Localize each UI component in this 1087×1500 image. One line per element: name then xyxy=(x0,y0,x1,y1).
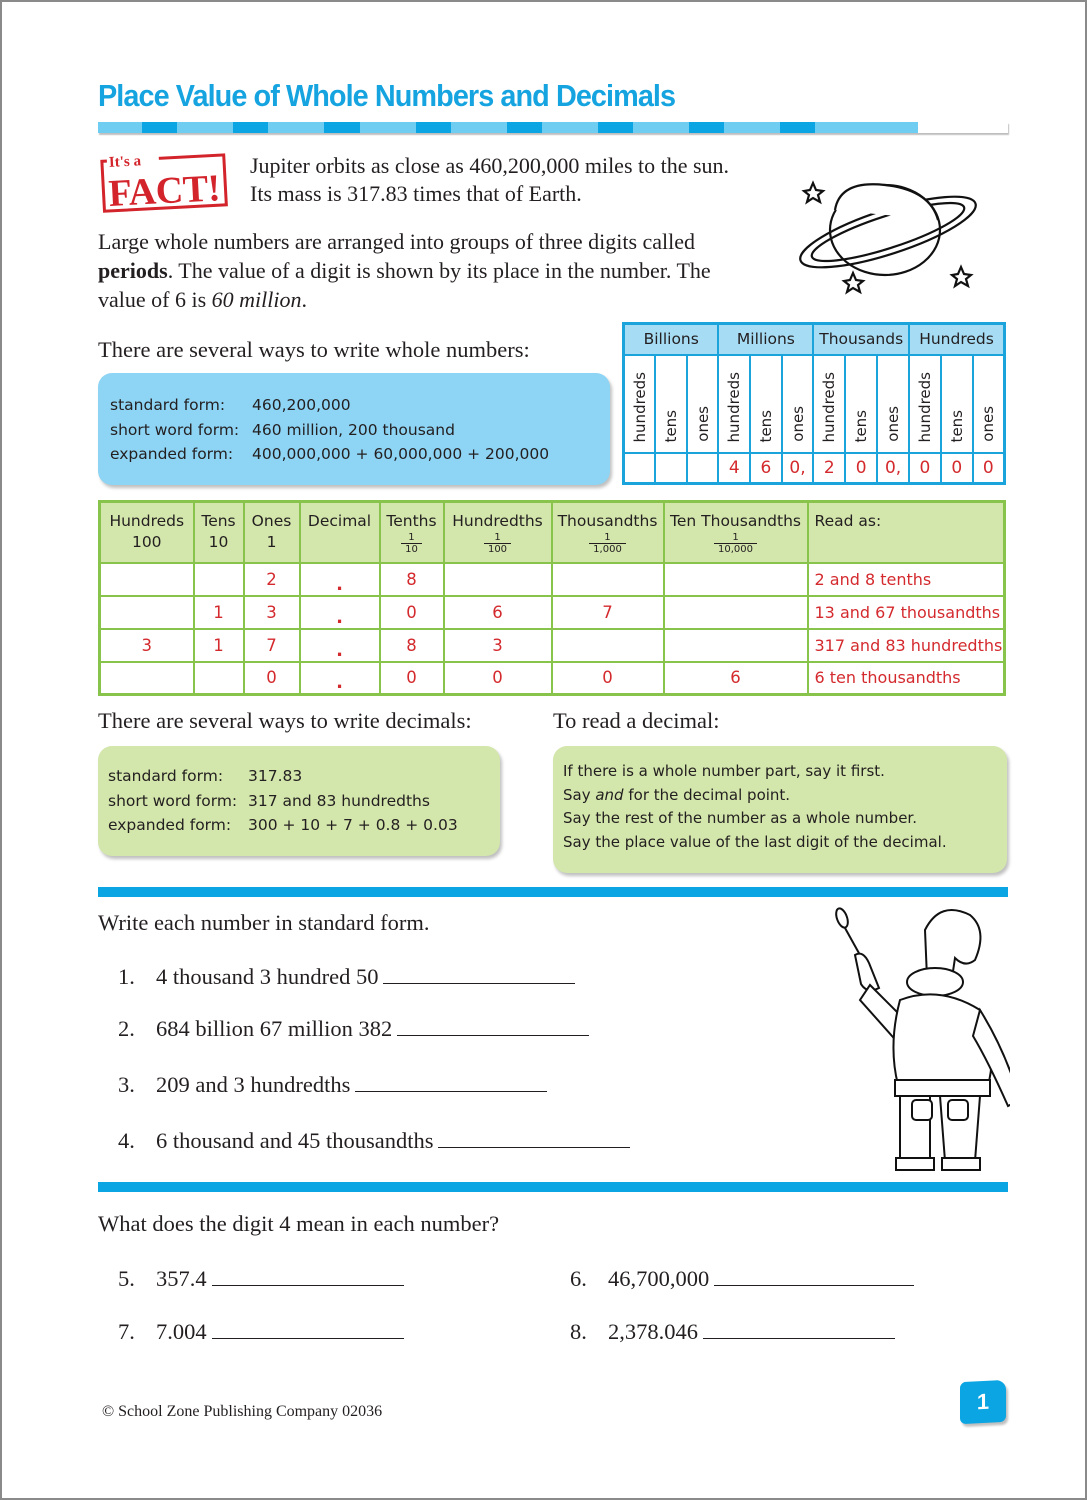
question-2: 2. 684 billion 67 million 382 xyxy=(118,1016,589,1042)
header-decimal: Decimal xyxy=(300,502,380,563)
answer-blank-1[interactable] xyxy=(383,964,575,984)
title-underline-bar xyxy=(98,122,1008,133)
header-hundredths: Hundredths $\frac{1}{100}$ xyxy=(444,502,552,563)
saturn-illustration-icon xyxy=(790,160,990,300)
question-5: 5. 357.4 xyxy=(118,1266,404,1292)
answer-blank-4[interactable] xyxy=(438,1128,630,1148)
page-title: Place Value of Whole Numbers and Decimals xyxy=(98,78,676,113)
read-step-3: Say the rest of the number as a whole number. xyxy=(563,809,917,827)
form-row-short-word: short word form: 460 million, 200 thousand xyxy=(110,420,455,439)
question-6: 6. 46,700,000 xyxy=(570,1266,914,1292)
period-billions: Billions xyxy=(624,324,719,355)
its-a-fact-stamp-icon xyxy=(98,147,231,216)
section-divider xyxy=(98,887,1008,897)
svg-text:It's a: It's a xyxy=(108,153,142,171)
header-ones: Ones 1 xyxy=(244,502,300,563)
question-1: 1. 4 thousand 3 hundred 50 xyxy=(118,964,575,990)
period-thousands: Thousands xyxy=(813,324,909,355)
chef-with-spoon-illustration-icon xyxy=(830,900,1010,1180)
question-4: 4. 6 thousand and 45 thousandths xyxy=(118,1128,630,1154)
answer-blank-7[interactable] xyxy=(212,1319,404,1339)
fact-text xyxy=(250,152,729,208)
period-millions: Millions xyxy=(718,324,813,355)
fact-line-1: Jupiter orbits as close as 460,200,000 miles to the sun. xyxy=(250,153,730,178)
period-hundreds: Hundreds xyxy=(909,324,1004,355)
answer-blank-6[interactable] xyxy=(714,1266,914,1286)
period-place-value-table xyxy=(622,322,1006,485)
read-step-2: Say and for the decimal point. xyxy=(563,785,791,804)
page-number-badge: 1 xyxy=(960,1380,1006,1424)
form-row-expanded: expanded form: 400,000,000 + 60,000,000 + 200,000 xyxy=(110,445,550,463)
exercise1-heading: Write each number in standard form. xyxy=(98,910,430,935)
header-ten-thousandths: Ten Thousandths $\frac{1}{10,000}$ xyxy=(664,502,808,563)
intro-paragraph: Large whole numbers are arranged into groups of three digits called periods. The value of a digit is shown by its place in the number. The value of 6 is 60 million. xyxy=(98,229,711,312)
answer-blank-8[interactable] xyxy=(703,1319,895,1339)
decimals-heading: There are several ways to write decimals: xyxy=(98,708,472,733)
whole-numbers-heading: There are several ways to write whole numbers: xyxy=(98,337,530,362)
question-3: 3. 209 and 3 hundredths xyxy=(118,1072,547,1098)
question-8: 8. 2,378.046 xyxy=(570,1319,895,1345)
header-thousandths: Thousandths $\frac{1}{1,000}$ xyxy=(552,502,664,563)
question-7: 7. 7.004 xyxy=(118,1319,404,1345)
answer-blank-5[interactable] xyxy=(212,1266,404,1286)
answer-blank-2[interactable] xyxy=(397,1016,589,1036)
table-row: 1 3 . 0 6 7 13 and 67 thousandths xyxy=(100,596,1005,629)
header-read-as: Read as: xyxy=(808,502,1005,563)
exercise2-heading: What does the digit 4 mean in each number? xyxy=(98,1211,500,1236)
answer-blank-3[interactable] xyxy=(355,1072,547,1092)
header-hundreds: Hundreds 100 xyxy=(100,502,194,563)
read-step-4: Say the place value of the last digit of the decimal. xyxy=(563,832,947,851)
svg-text:FACT!: FACT! xyxy=(107,167,222,215)
form-row-short-word: short word form: 317 and 83 hundredths xyxy=(108,791,430,810)
whole-numbers-forms-box xyxy=(98,373,610,485)
digit-value-row: 4 6 0, 2 0 0, 0 0 0 xyxy=(624,453,1005,483)
period-header-row xyxy=(624,324,1005,355)
place-name-row: hundreds tens ones hundreds tens ones hundreds tens ones hundreds tens ones xyxy=(624,355,1005,453)
form-row-standard: standard form: 317.83 xyxy=(108,767,303,785)
fact-line-2: Its mass is 317.83 times that of Earth. xyxy=(250,181,582,206)
decimal-place-value-table xyxy=(98,500,1006,696)
form-row-expanded: expanded form: 300 + 10 + 7 + 0.8 + 0.03 xyxy=(108,816,458,834)
header-tens: Tens 10 xyxy=(194,502,244,563)
periods-term: periods xyxy=(98,258,168,283)
header-tenths: Tenths $\frac{1}{10}$ xyxy=(380,502,444,563)
table-row: 0 . 0 0 0 6 6 ten thousandths xyxy=(100,662,1005,695)
read-decimal-box xyxy=(553,746,1007,873)
decimal-forms-box xyxy=(98,746,500,856)
form-row-standard: standard form: 460,200,000 xyxy=(110,396,351,414)
decimal-header-row xyxy=(100,502,1005,563)
copyright-footer: © School Zone Publishing Company 02036 xyxy=(102,1403,383,1420)
table-row: 2 . 8 2 and 8 tenths xyxy=(100,563,1005,596)
table-row: 3 1 7 . 8 3 317 and 83 hundredths xyxy=(100,629,1005,662)
section-divider xyxy=(98,1182,1008,1192)
read-step-1: If there is a whole number part, say it first. xyxy=(563,762,885,780)
read-decimal-heading: To read a decimal: xyxy=(553,708,720,733)
